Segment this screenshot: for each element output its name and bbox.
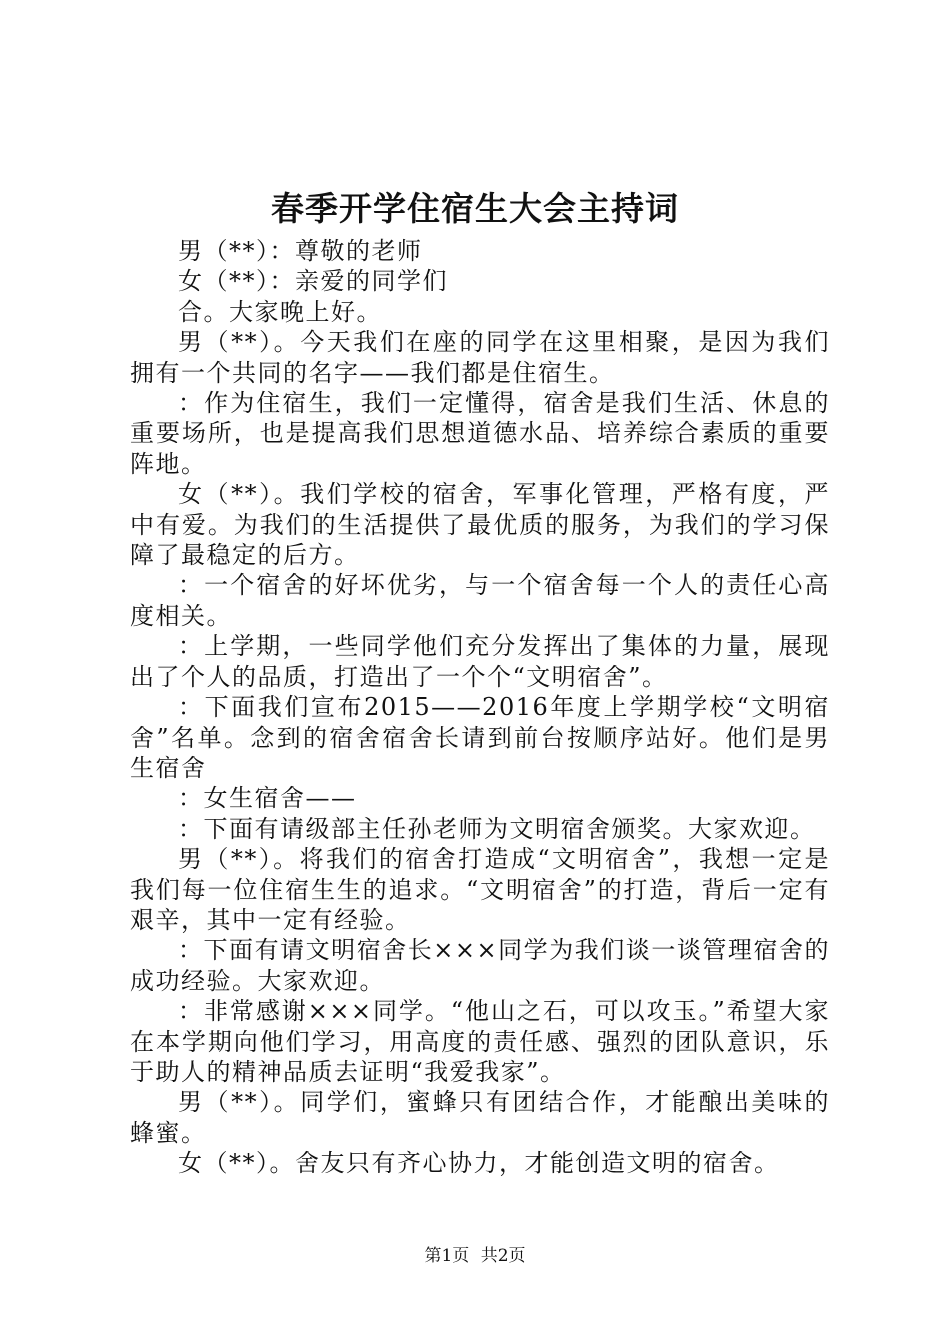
- paragraph: ：女生宿舍——: [178, 784, 357, 813]
- paragraph: 男（**）。同学们，蜜蜂只有团结合作，才能酿出美味的蜂蜜。: [130, 1088, 830, 1147]
- paragraph: ：作为住宿生，我们一定懂得，宿舍是我们生活、休息的重要场所，也是提高我们思想道德水品、培养综合素质的重要阵地。: [130, 389, 830, 478]
- paragraph: ：一个宿舍的好坏优劣，与一个宿舍每一个人的责任心高度相关。: [130, 571, 830, 630]
- paragraph: 男（**）。今天我们在座的同学在这里相聚，是因为我们拥有一个共同的名字——我们都是住宿生。: [130, 328, 830, 387]
- page-total: 共2页: [480, 1246, 526, 1266]
- paragraph: ：下面有请级部主任孙老师为文明宿舍颁奖。大家欢迎。: [178, 814, 816, 843]
- paragraph: 女（**）：亲爱的同学们: [178, 267, 448, 296]
- paragraph: 女（**）。舍友只有齐心协力，才能创造文明的宿舍。: [178, 1149, 780, 1178]
- paragraph: ：下面我们宣布2015——2016年度上学期学校“文明宿舍”名单。念到的宿舍宿舍长请到前台按顺序站好。他们是男生宿舍: [130, 693, 830, 782]
- paragraph: ：非常感谢×××同学。“他山之石，可以攻玉。”希望大家在本学期向他们学习，用高度的责任感、强烈的团队意识，乐于助人的精神品质去证明“我爱我家”。: [130, 997, 830, 1086]
- paragraph: 男（**）。将我们的宿舍打造成“文明宿舍”，我想一定是我们每一位住宿生生的追求。“文明宿舍”的打造，背后一定有艰辛，其中一定有经验。: [130, 845, 830, 934]
- paragraph: 女（**）。我们学校的宿舍，军事化管理，严格有度，严中有爱。为我们的生活提供了最优质的服务，为我们的学习保障了最稳定的后方。: [130, 480, 830, 570]
- paragraph: ：下面有请文明宿舍长×××同学为我们谈一谈管理宿舍的成功经验。大家欢迎。: [130, 936, 830, 995]
- page-number: 第1页: [424, 1246, 470, 1266]
- page-footer: [0, 1244, 950, 1268]
- paragraph: 合。大家晚上好。: [178, 297, 382, 326]
- paragraph: 男（**）：尊敬的老师: [178, 237, 423, 265]
- document-title: 春季开学住宿生大会主持词: [271, 189, 679, 228]
- document-body: [130, 236, 830, 1179]
- paragraph: ：上学期，一些同学他们充分发挥出了集体的力量，展现出了个人的品质，打造出了一个个“文明宿舍”。: [130, 632, 830, 691]
